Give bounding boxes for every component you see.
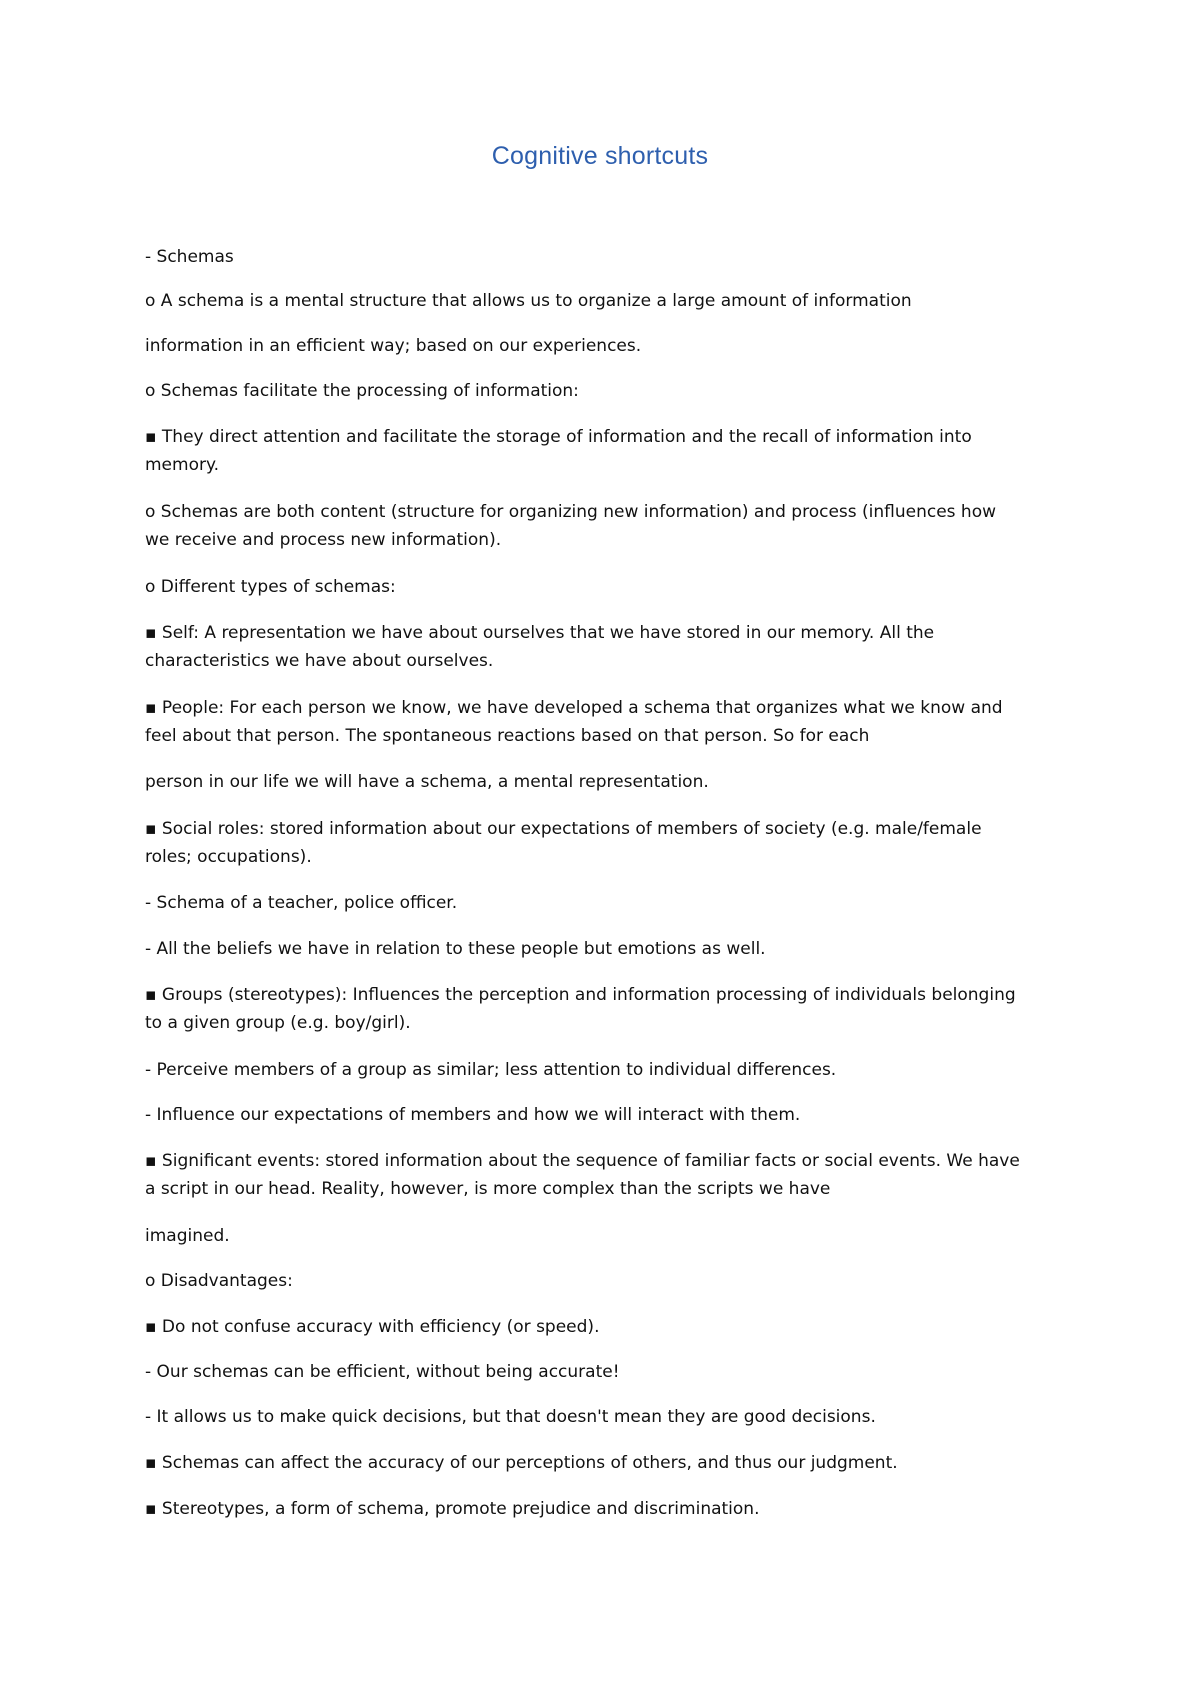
- text-line: - Schemas: [145, 247, 234, 267]
- text-line: - All the beliefs we have in relation to these people but emotions as well.: [145, 939, 766, 959]
- text-line: ▪ They direct attention and facilitate the storage of information and the recall of information into: [145, 427, 972, 447]
- text-line: memory.: [145, 455, 220, 475]
- text-line: - Our schemas can be efficient, without being accurate!: [145, 1362, 620, 1382]
- text-line: roles; occupations).: [145, 847, 312, 867]
- text-line: ▪ Significant events: stored information about the sequence of familiar facts or social events. We have: [145, 1151, 1020, 1171]
- text-line: ▪ Do not confuse accuracy with efficiency (or speed).: [145, 1317, 600, 1337]
- text-line: ▪ Schemas can affect the accuracy of our perceptions of others, and thus our judgment.: [145, 1453, 898, 1473]
- text-line: - Schema of a teacher, police officer.: [145, 893, 458, 913]
- text-line: person in our life we will have a schema, a mental representation.: [145, 772, 709, 792]
- text-line: ▪ People: For each person we know, we have developed a schema that organizes what we know and: [145, 698, 1003, 718]
- text-line: we receive and process new information).: [145, 530, 502, 550]
- text-line: o Schemas are both content (structure for organizing new information) and process (influences how: [145, 502, 997, 522]
- text-line: o Schemas facilitate the processing of information:: [145, 381, 579, 401]
- text-line: to a given group (e.g. boy/girl).: [145, 1013, 411, 1033]
- text-line: ▪ Self: A representation we have about ourselves that we have stored in our memory. All the: [145, 623, 935, 643]
- text-line: o Different types of schemas:: [145, 577, 396, 597]
- text-line: o Disadvantages:: [145, 1271, 293, 1291]
- text-line: characteristics we have about ourselves.: [145, 651, 494, 671]
- text-line: ▪ Social roles: stored information about our expectations of members of society (e.g. male/female: [145, 819, 982, 839]
- text-line: imagined.: [145, 1226, 230, 1246]
- text-line: ▪ Stereotypes, a form of schema, promote prejudice and discrimination.: [145, 1499, 760, 1519]
- text-line: a script in our head. Reality, however, is more complex than the scripts we have: [145, 1179, 831, 1199]
- text-line: information in an efficient way; based on our experiences.: [145, 336, 642, 356]
- text-line: o A schema is a mental structure that allows us to organize a large amount of information: [145, 291, 912, 311]
- text-line: ▪ Groups (stereotypes): Influences the perception and information processing of individuals belonging: [145, 985, 1016, 1005]
- text-line: feel about that person. The spontaneous reactions based on that person. So for each: [145, 726, 870, 746]
- text-line: - It allows us to make quick decisions, but that doesn't mean they are good decisions.: [145, 1407, 876, 1427]
- page-title: Cognitive shortcuts: [491, 142, 709, 170]
- text-line: - Perceive members of a group as similar; less attention to individual differences.: [145, 1060, 837, 1080]
- text-line: - Influence our expectations of members and how we will interact with them.: [145, 1105, 801, 1125]
